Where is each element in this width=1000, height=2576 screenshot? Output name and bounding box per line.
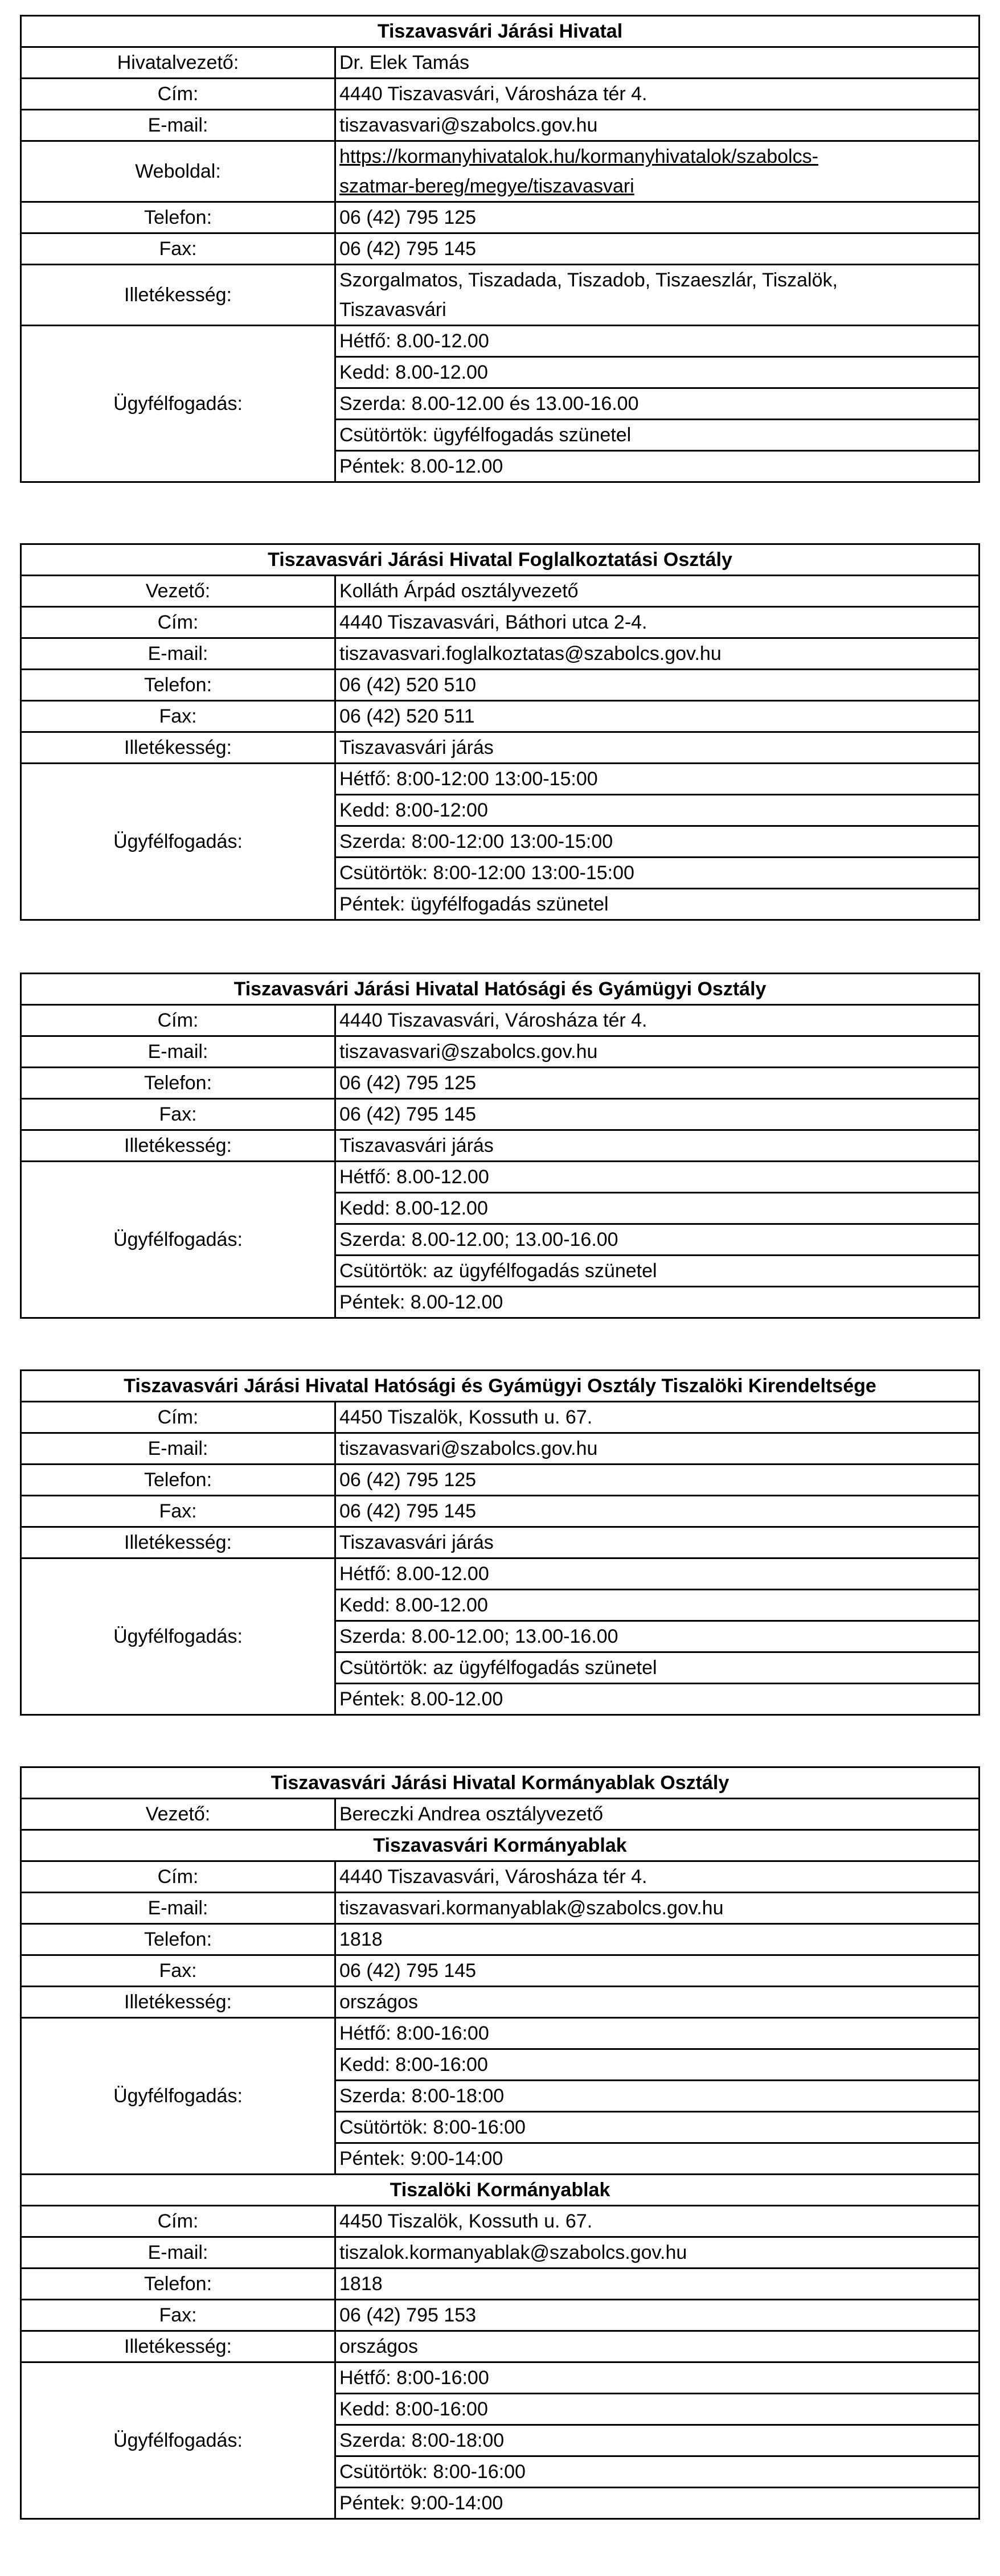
hours-row: Kedd: 8:00-16:00 [335, 2394, 979, 2425]
table-row [21, 670, 979, 701]
fax-value: 06 (42) 795 145 [335, 1496, 979, 1527]
table-row [21, 233, 979, 265]
table-row [21, 2237, 979, 2269]
row-label: Fax: [21, 233, 335, 265]
hours-row: Hétfő: 8.00-12.00 [335, 1162, 979, 1193]
phone-value: 06 (42) 795 125 [335, 1465, 979, 1496]
row-label: E-mail: [21, 2237, 335, 2269]
phone-value: 1818 [335, 1924, 979, 1955]
row-label: E-mail: [21, 1433, 335, 1465]
fax-value: 06 (42) 795 145 [335, 1099, 979, 1130]
hours-row: Hétfő: 8:00-16:00 [335, 2018, 979, 2049]
row-label: Hivatalvezető: [21, 47, 335, 79]
office-title: Tiszavasvári Járási Hivatal Hatósági és Gyámügyi Osztály [21, 974, 979, 1005]
fax-value: 06 (42) 520 511 [335, 701, 979, 732]
jurisdiction-value: Tiszavasvári járás [335, 732, 979, 764]
section-title: Tiszalöki Kormányablak [21, 2175, 979, 2206]
row-value: 4440 Tiszavasvári, Báthori utca 2-4. [335, 607, 979, 638]
office-title: Tiszavasvári Járási Hivatal [21, 16, 979, 47]
row-label: Vezető: [21, 576, 335, 607]
row-label: Cím: [21, 79, 335, 110]
jurisdiction-line: Szorgalmatos, Tiszadada, Tiszadob, Tiszaeszlár, Tiszalök, [339, 269, 838, 291]
table-row [21, 1799, 979, 1830]
office-table-jarasi-hivatal [20, 15, 980, 483]
hours-label: Ügyfélfogadás: [21, 1558, 335, 1715]
table-row [21, 2362, 979, 2394]
office-title: Tiszavasvári Járási Hivatal Kormányablak Osztály [21, 1767, 979, 1799]
row-label: Illetékesség: [21, 732, 335, 764]
hours-row: Kedd: 8.00-12.00 [335, 357, 979, 388]
row-label: Illetékesség: [21, 1130, 335, 1162]
row-value: 4440 Tiszavasvári, Városháza tér 4. [335, 79, 979, 110]
table-row [21, 1130, 979, 1162]
email-value: tiszavasvari@szabolcs.gov.hu [335, 1036, 979, 1068]
row-label: Weboldal: [21, 141, 335, 202]
table-row [21, 1924, 979, 1955]
website-link-line-1[interactable]: https://kormanyhivatalok.hu/kormanyhivatalok/szabolcs- [339, 146, 818, 167]
table-row [21, 47, 979, 79]
table-row [21, 202, 979, 233]
row-label: Illetékesség: [21, 1987, 335, 2018]
table-row [21, 326, 979, 357]
hours-row: Péntek: ügyfélfogadás szünetel [335, 889, 979, 920]
hours-label: Ügyfélfogadás: [21, 326, 335, 482]
table-row [21, 1893, 979, 1924]
phone-value: 06 (42) 795 125 [335, 1068, 979, 1099]
table-row [21, 2269, 979, 2300]
table-row [21, 79, 979, 110]
row-label: Fax: [21, 701, 335, 732]
table-row [21, 1861, 979, 1893]
hours-row: Csütörtök: 8:00-16:00 [335, 2112, 979, 2143]
office-table-foglalkoztatasi [20, 543, 980, 921]
table-row [21, 576, 979, 607]
row-label: Vezető: [21, 1799, 335, 1830]
row-label: Cím: [21, 1861, 335, 1893]
row-label: Cím: [21, 1005, 335, 1036]
hours-row: Szerda: 8:00-18:00 [335, 2425, 979, 2456]
row-label: E-mail: [21, 1893, 335, 1924]
row-label: Cím: [21, 1402, 335, 1433]
table-row [21, 1068, 979, 1099]
hours-row: Szerda: 8:00-12:00 13:00-15:00 [335, 826, 979, 858]
table-row [21, 2206, 979, 2237]
row-label: Illetékesség: [21, 1527, 335, 1558]
row-label: Telefon: [21, 202, 335, 233]
phone-value: 06 (42) 795 125 [335, 202, 979, 233]
hours-row: Kedd: 8:00-12:00 [335, 795, 979, 826]
row-label: Illetékesség: [21, 2331, 335, 2362]
jurisdiction-value: országos [335, 1987, 979, 2018]
hours-row: Szerda: 8:00-18:00 [335, 2081, 979, 2112]
table-row [21, 265, 979, 326]
hours-label: Ügyfélfogadás: [21, 1162, 335, 1318]
row-label: Telefon: [21, 670, 335, 701]
row-value: Kolláth Árpád osztályvezető [335, 576, 979, 607]
table-row [21, 1987, 979, 2018]
office-title: Tiszavasvári Járási Hivatal Foglalkoztatási Osztály [21, 544, 979, 576]
table-row [21, 764, 979, 795]
table-row [21, 1955, 979, 1987]
hours-row: Péntek: 9:00-14:00 [335, 2143, 979, 2175]
table-row [21, 701, 979, 732]
hours-row: Szerda: 8.00-12.00; 13.00-16.00 [335, 1621, 979, 1652]
row-label: Telefon: [21, 1924, 335, 1955]
row-label: E-mail: [21, 1036, 335, 1068]
hours-row: Péntek: 8.00-12.00 [335, 1287, 979, 1318]
table-row [21, 638, 979, 670]
fax-value: 06 (42) 795 145 [335, 233, 979, 265]
hours-row: Péntek: 8.00-12.00 [335, 451, 979, 482]
table-row [21, 1036, 979, 1068]
office-table-tiszaloki-kirendeltseg [20, 1369, 980, 1716]
office-table-hatosagi [20, 973, 980, 1319]
email-value: tiszavasvari.kormanyablak@szabolcs.gov.hu [335, 1893, 979, 1924]
row-label: Fax: [21, 1496, 335, 1527]
fax-value: 06 (42) 795 145 [335, 1955, 979, 1987]
email-value: tiszavasvari@szabolcs.gov.hu [335, 1433, 979, 1465]
row-label: E-mail: [21, 638, 335, 670]
hours-row: Csütörtök: az ügyfélfogadás szünetel [335, 1256, 979, 1287]
row-label: Cím: [21, 607, 335, 638]
row-label: Telefon: [21, 1068, 335, 1099]
hours-label: Ügyfélfogadás: [21, 2018, 335, 2175]
hours-row: Kedd: 8.00-12.00 [335, 1193, 979, 1224]
row-label: Fax: [21, 1099, 335, 1130]
hours-row: Csütörtök: az ügyfélfogadás szünetel [335, 1652, 979, 1684]
row-value: 4440 Tiszavasvári, Városháza tér 4. [335, 1861, 979, 1893]
row-label: Illetékesség: [21, 265, 335, 326]
phone-value: 1818 [335, 2269, 979, 2300]
row-label: Telefon: [21, 1465, 335, 1496]
table-row [21, 1099, 979, 1130]
hours-row: Szerda: 8.00-12.00 és 13.00-16.00 [335, 388, 979, 420]
row-value: Bereczki Andrea osztályvezető [335, 1799, 979, 1830]
jurisdiction-line: Tiszavasvári [339, 299, 446, 321]
email-value: tiszavasvari@szabolcs.gov.hu [335, 110, 979, 141]
section-title: Tiszavasvári Kormányablak [21, 1830, 979, 1861]
jurisdiction-value [335, 265, 979, 326]
hours-label: Ügyfélfogadás: [21, 764, 335, 920]
hours-row: Csütörtök: ügyfélfogadás szünetel [335, 420, 979, 451]
row-label: Telefon: [21, 2269, 335, 2300]
table-row [21, 2018, 979, 2049]
table-row [21, 110, 979, 141]
row-value: Dr. Elek Tamás [335, 47, 979, 79]
email-value: tiszalok.kormanyablak@szabolcs.gov.hu [335, 2237, 979, 2269]
table-row [21, 1496, 979, 1527]
website-link-line-2[interactable]: szatmar-bereg/megye/tiszavasvari [339, 175, 634, 197]
row-label: Fax: [21, 1955, 335, 1987]
hours-row: Kedd: 8.00-12.00 [335, 1590, 979, 1621]
row-value: 4450 Tiszalök, Kossuth u. 67. [335, 1402, 979, 1433]
table-row [21, 1465, 979, 1496]
hours-row: Hétfő: 8:00-12:00 13:00-15:00 [335, 764, 979, 795]
table-row [21, 1527, 979, 1558]
table-row [21, 1005, 979, 1036]
table-row [21, 1162, 979, 1193]
jurisdiction-value: országos [335, 2331, 979, 2362]
fax-value: 06 (42) 795 153 [335, 2300, 979, 2331]
office-title: Tiszavasvári Járási Hivatal Hatósági és Gyámügyi Osztály Tiszalöki Kirendeltsége [21, 1371, 979, 1402]
table-row [21, 1558, 979, 1590]
hours-row: Kedd: 8:00-16:00 [335, 2049, 979, 2081]
jurisdiction-value: Tiszavasvári járás [335, 1527, 979, 1558]
table-row [21, 2331, 979, 2362]
table-row [21, 1433, 979, 1465]
table-row [21, 732, 979, 764]
hours-row: Szerda: 8.00-12.00; 13.00-16.00 [335, 1224, 979, 1256]
row-label: E-mail: [21, 110, 335, 141]
jurisdiction-value: Tiszavasvári járás [335, 1130, 979, 1162]
hours-row: Csütörtök: 8:00-16:00 [335, 2456, 979, 2488]
hours-row: Hétfő: 8.00-12.00 [335, 326, 979, 357]
hours-row: Péntek: 9:00-14:00 [335, 2488, 979, 2519]
email-value: tiszavasvari.foglalkoztatas@szabolcs.gov.hu [335, 638, 979, 670]
hours-row: Csütörtök: 8:00-12:00 13:00-15:00 [335, 858, 979, 889]
row-value: 4440 Tiszavasvári, Városháza tér 4. [335, 1005, 979, 1036]
website-value[interactable] [335, 141, 979, 202]
row-value: 4450 Tiszalök, Kossuth u. 67. [335, 2206, 979, 2237]
phone-value: 06 (42) 520 510 [335, 670, 979, 701]
table-row [21, 1402, 979, 1433]
row-label: Cím: [21, 2206, 335, 2237]
row-label: Fax: [21, 2300, 335, 2331]
office-table-kormanyablak [20, 1766, 980, 2520]
table-row [21, 607, 979, 638]
hours-row: Hétfő: 8.00-12.00 [335, 1558, 979, 1590]
table-row [21, 2300, 979, 2331]
hours-row: Hétfő: 8:00-16:00 [335, 2362, 979, 2394]
hours-label: Ügyfélfogadás: [21, 2362, 335, 2519]
table-row [21, 141, 979, 202]
hours-row: Péntek: 8.00-12.00 [335, 1684, 979, 1715]
